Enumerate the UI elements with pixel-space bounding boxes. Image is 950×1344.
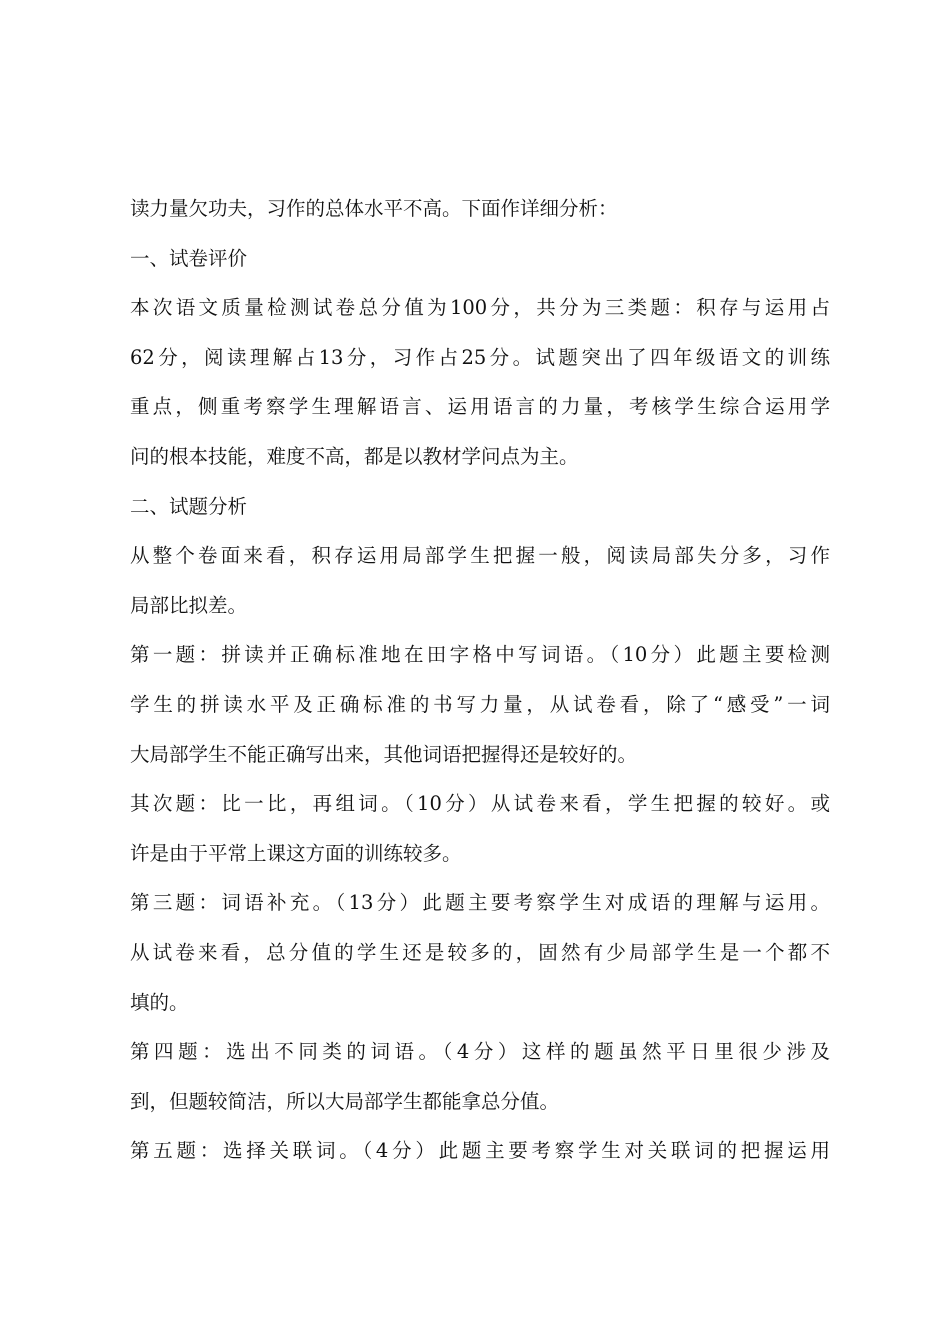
section-heading: 一、试卷评价 bbox=[130, 246, 248, 270]
text-line: 局部比拟差。 bbox=[130, 593, 248, 617]
text-line: 62分，阅读理解占13分，习作占25分。试题突出了四年级语文的训练 bbox=[130, 345, 830, 369]
text-line: 第五题：选择关联词。（4分）此题主要考察学生对关联词的把握运用 bbox=[130, 1139, 830, 1163]
text-line: 从整个卷面来看，积存运用局部学生把握一般，阅读局部失分多，习作 bbox=[130, 544, 830, 568]
document-body bbox=[130, 184, 830, 1176]
text-line: 填的。 bbox=[130, 990, 189, 1014]
text-line: 第四题：选出不同类的词语。（4分）这样的题虽然平日里很少涉及 bbox=[130, 1040, 830, 1064]
text-line: 第一题：拼读并正确标准地在田字格中写词语。（10分）此题主要检测 bbox=[130, 643, 830, 667]
text-line: 许是由于平常上课这方面的训练较多。 bbox=[130, 841, 462, 865]
text-line: 大局部学生不能正确写出来，其他词语把握得还是较好的。 bbox=[130, 742, 638, 766]
text-line: 第三题：词语补充。（13分）此题主要考察学生对成语的理解与运用。 bbox=[130, 891, 830, 915]
text-line: 本次语文质量检测试卷总分值为100分，共分为三类题：积存与运用占 bbox=[130, 296, 830, 320]
text-line: 到，但题较简洁，所以大局部学生都能拿总分值。 bbox=[130, 1089, 560, 1113]
section-heading: 二、试题分析 bbox=[130, 494, 248, 518]
text-line: 从试卷来看，总分值的学生还是较多的，固然有少局部学生是一个都不 bbox=[130, 940, 830, 964]
text-line: 读力量欠功夫，习作的总体水平不高。下面作详细分析： bbox=[130, 197, 618, 220]
text-line: 其次题：比一比，再组词。（10分）从试卷来看，学生把握的较好。或 bbox=[130, 792, 830, 816]
text-line: 重点，侧重考察学生理解语言、运用语言的力量，考核学生综合运用学 bbox=[130, 395, 830, 419]
text-line: 问的根本技能，难度不高，都是以教材学问点为主。 bbox=[130, 444, 579, 468]
text-line: 学生的拼读水平及正确标准的书写力量，从试卷看，除了“感受”一词 bbox=[130, 692, 830, 716]
